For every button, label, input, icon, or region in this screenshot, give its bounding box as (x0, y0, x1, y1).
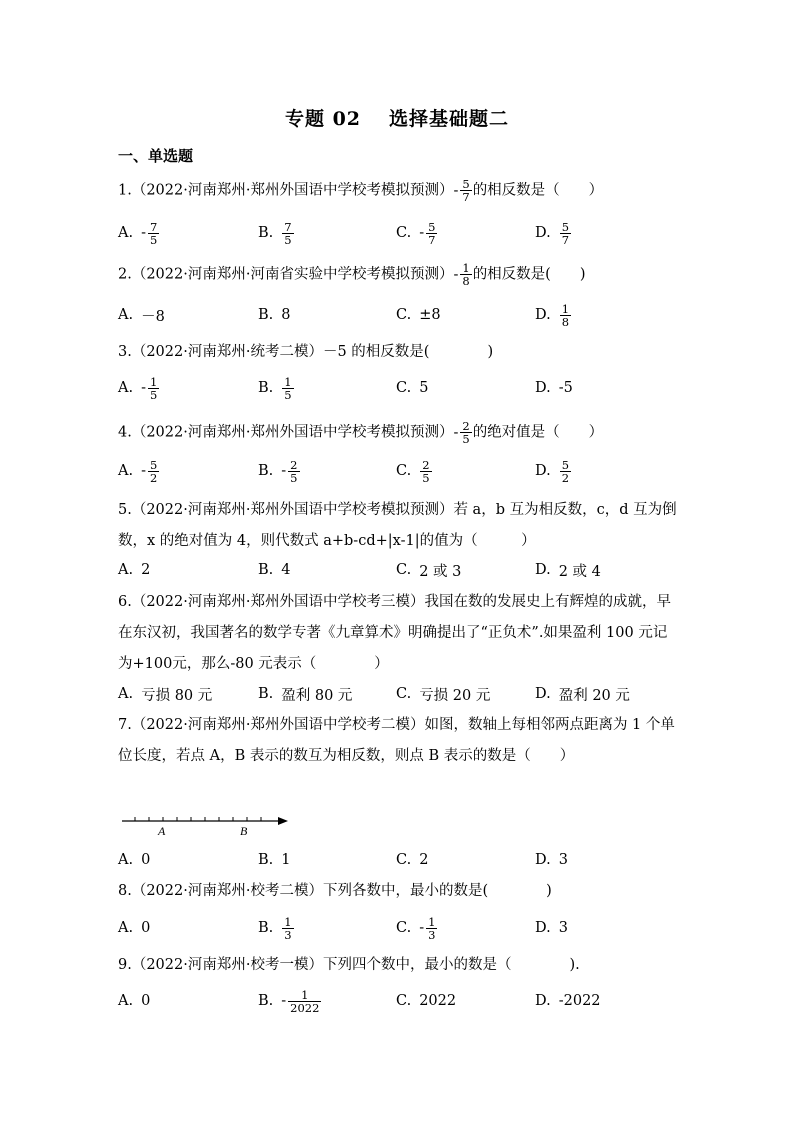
options-6 (118, 679, 678, 709)
title-name: 选择基础题二 (389, 108, 510, 130)
option-c[interactable]: C. 2 (396, 852, 429, 868)
option-d[interactable]: D. -2022 (535, 993, 601, 1009)
section-heading: 一、单选题 (118, 147, 194, 165)
fraction: $\frac{5}{7}$ (462, 177, 470, 204)
arrow-head-icon (278, 817, 288, 825)
question-9: 9.（2022·河南郑州·校考一模）下列四个数中，最小的数是（ ). (118, 957, 580, 973)
option-d[interactable]: D. $\frac{5}{7}$ (535, 219, 570, 247)
question-6: 6.（2022·河南郑州·郑州外国语中学校考三模）我国在数的发展史上有辉煌的成就，早在东汉初，我国著名的数学专著《九章算术》明确提出了“正负术”.如果盈利 100 元记为+100元，那么-80 元表示（ ） (118, 594, 671, 672)
option-d[interactable]: D. 2 或 4 (535, 562, 601, 580)
option-b[interactable]: B. 4 (258, 562, 291, 578)
option-a[interactable]: A. - $\frac{1}{5}$ (118, 374, 158, 402)
question-5: 5.（2022·河南郑州·郑州外国语中学校考模拟预测）若 a，b 互为相反数，c，d 互为倒数，x 的绝对值为 4，则代数式 a+b-cd+|x-1|的值为（ ） (118, 502, 677, 549)
option-c[interactable]: C. 亏损 20 元 (396, 686, 491, 704)
title-code: 专题 02 (284, 108, 362, 130)
option-a[interactable]: A. - $\frac{7}{5}$ (118, 219, 158, 247)
fraction: $\frac{1}{8}$ (462, 261, 470, 288)
point-b-label: B (240, 824, 248, 838)
page-title (0, 104, 794, 131)
option-a[interactable]: A. －8 (118, 307, 165, 325)
option-b[interactable]: B. 1 (258, 852, 291, 868)
number-line-figure (120, 808, 292, 838)
options-7 (118, 845, 678, 875)
option-c[interactable]: C. - $\frac{1}{3}$ (396, 914, 436, 942)
option-a[interactable]: A. 0 (118, 993, 151, 1009)
option-b[interactable]: B. $\frac{7}{5}$ (258, 219, 292, 247)
option-d[interactable]: D. $\frac{1}{8}$ (535, 301, 570, 329)
option-c[interactable]: C. - $\frac{5}{7}$ (396, 219, 436, 247)
option-a[interactable]: A. - $\frac{5}{2}$ (118, 457, 158, 485)
option-a[interactable]: A. 0 (118, 852, 151, 868)
question-7: 7.（2022·河南郑州·郑州外国语中学校考二模）如图，数轴上每相邻两点距离为 1 个单位长度，若点 A，B 表示的数互为相反数，则点 B 表示的数是（ ） (118, 717, 675, 764)
option-d[interactable]: D. $\frac{5}{2}$ (535, 457, 570, 485)
option-c[interactable]: C. $\frac{2}{5}$ (396, 457, 430, 485)
question-3: 3.（2022·河南郑州·统考二模）－5 的相反数是( ) (118, 344, 494, 360)
option-c[interactable]: C. 2 或 3 (396, 562, 462, 580)
question-1: 1.（2022·河南郑州·郑州外国语中学校考模拟预测）- $\frac{5}{7}$ 的相反数是（ ） (118, 177, 604, 204)
option-b[interactable]: B. 8 (258, 307, 291, 323)
option-b[interactable]: B. 盈利 80 元 (258, 686, 353, 704)
options-3 (118, 373, 678, 403)
options-9 (118, 986, 678, 1016)
question-8: 8.（2022·河南郑州·校考二模）下列各数中，最小的数是( ) (118, 883, 552, 899)
options-8 (118, 913, 678, 943)
option-b[interactable]: B. $\frac{1}{5}$ (258, 374, 292, 402)
options-5 (118, 555, 678, 585)
option-c[interactable]: C. 2022 (396, 993, 457, 1009)
options-2 (118, 300, 678, 330)
option-a[interactable]: A. 2 (118, 562, 151, 578)
question-2: 2.（2022·河南郑州·河南省实验中学校考模拟预测）- $\frac{1}{8}$ 的相反数是( ) (118, 261, 586, 288)
fraction: $\frac{2}{5}$ (462, 419, 470, 446)
option-d[interactable]: D. 盈利 20 元 (535, 686, 630, 704)
option-a[interactable]: A. 亏损 80 元 (118, 686, 213, 704)
option-c[interactable]: C. 5 (396, 380, 429, 396)
option-a[interactable]: A. 0 (118, 920, 151, 936)
option-d[interactable]: D. -5 (535, 380, 573, 396)
options-4 (118, 456, 678, 486)
point-a-label: A (158, 824, 166, 838)
option-b[interactable]: B. $\frac{1}{3}$ (258, 914, 292, 942)
question-4: 4.（2022·河南郑州·郑州外国语中学校考模拟预测）- $\frac{2}{5}$ 的绝对值是（ ） (118, 419, 604, 446)
options-1 (118, 218, 678, 248)
option-d[interactable]: D. 3 (535, 852, 568, 868)
option-b[interactable]: B. - $\frac{2}{5}$ (258, 457, 298, 485)
option-b[interactable]: B. - $\frac{1}{2022}$ (258, 987, 320, 1015)
option-c[interactable]: C. ±8 (396, 307, 441, 323)
option-d[interactable]: D. 3 (535, 920, 568, 936)
